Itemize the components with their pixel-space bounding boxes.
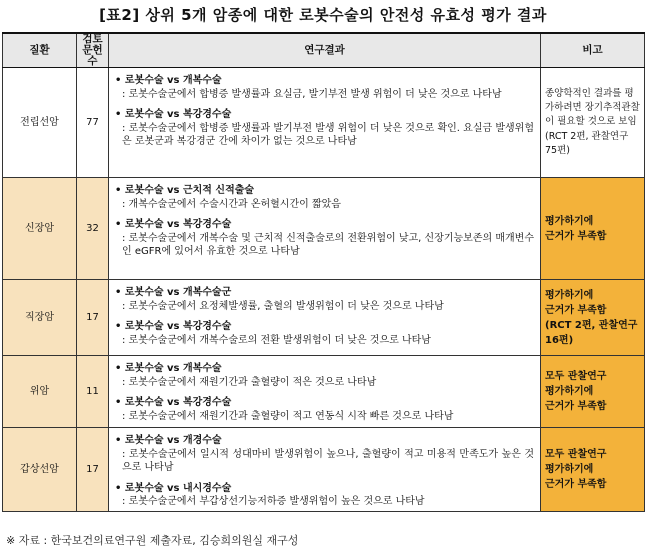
cancer-type-cell: 갑상선암 — [3, 428, 77, 512]
note-line: 모두 관찰연구 — [545, 371, 607, 383]
note-line: (RCT 2편, 관찰연구 75편) — [545, 130, 629, 156]
comparison-detail: : 개복수술군에서 수술시간과 온허혈시간이 짧았음 — [122, 198, 341, 210]
table-row — [3, 68, 645, 178]
research-results-cell — [109, 356, 541, 428]
note-line: 근거가 부족함 — [545, 230, 607, 242]
comparison-title: • 로봇수술 vs 개복수술 — [115, 363, 222, 375]
cancer-type-cell: 위암 — [3, 356, 77, 428]
comparison-detail: : 로봇수술군에서 일시적 성대마비 발생위험이 높으나, 출혈량이 적고 미용적 만족도가 높은 것으로 나타남 — [122, 448, 534, 474]
comparison-detail: : 로봇수술군에서 재원기간과 출혈량이 적은 것으로 나타남 — [122, 376, 377, 388]
comparison-detail: : 로봇수술군에서 합병증 발생률과 요실금, 발기부전 발생 위험이 더 낮은 것으로 나타남 — [122, 88, 502, 100]
comparison-detail: : 로봇수술군에서 개복수술로의 전환 발생위험이 더 낮은 것으로 나타남 — [122, 334, 431, 346]
table-row — [3, 178, 645, 280]
note-cell — [541, 356, 645, 428]
research-results-cell — [109, 68, 541, 178]
note-line: 근거가 부족함 — [545, 304, 607, 316]
literature-count-cell: 32 — [77, 178, 109, 280]
note-line: 근거가 부족함 — [545, 478, 607, 490]
note-line: 종양학적인 결과를 평가하려면 장기추적관찰이 필요할 것으로 보임 — [545, 87, 640, 128]
table-header-row — [3, 33, 645, 68]
literature-count-cell: 77 — [77, 68, 109, 178]
research-results-cell — [109, 178, 541, 280]
note-line: 평가하기에 — [545, 386, 594, 398]
note-line: 평가하기에 — [545, 463, 594, 475]
table-row — [3, 280, 645, 356]
evaluation-table — [2, 32, 645, 512]
comparison-title: • 로봇수술 vs 개경수술 — [115, 435, 222, 447]
comparison-title: • 로봇수술 vs 내시경수술 — [115, 482, 232, 494]
note-cell — [541, 280, 645, 356]
literature-count-cell: 17 — [77, 280, 109, 356]
comparison-detail: : 로봇수술군에서 개복수술 및 근치적 신적출술로의 전환위험이 낮고, 신장기능보존의 매개변수인 eGFR에 있어서 유효한 것으로 나타남 — [122, 232, 534, 258]
comparison-detail: : 로봇수술군에서 합병증 발생률과 발기부전 발생 위험이 더 낮은 것으로 확인. 요실금 발생위험은 로봇군과 복강경군 간에 차이가 없는 것으로 나타남 — [122, 122, 534, 148]
header-note: 비고 — [541, 33, 645, 68]
comparison-title: • 로봇수술 vs 복강경수술 — [115, 397, 232, 409]
literature-count-cell: 11 — [77, 356, 109, 428]
cancer-type-cell: 신장암 — [3, 178, 77, 280]
note-line: 모두 관찰연구 — [545, 448, 607, 460]
header-count-line: 검토 — [82, 33, 103, 45]
literature-count-cell: 17 — [77, 428, 109, 512]
note-line: 평가하기에 — [545, 215, 594, 227]
note-line: 평가하기에 — [545, 289, 594, 301]
note-line: (RCT 2편, 관찰연구 16편) — [545, 319, 638, 346]
comparison-title: • 로봇수술 vs 복강경수술 — [115, 219, 232, 231]
comparison-detail: : 로봇수술군에서 요정체발생률, 출혈의 발생위험이 더 낮은 것으로 나타남 — [122, 300, 444, 312]
comparison-title: • 로봇수술 vs 개복수술군 — [115, 287, 232, 299]
header-results: 연구결과 — [109, 33, 541, 68]
header-count — [77, 33, 109, 68]
comparison-title: • 로봇수술 vs 복강경수술 — [115, 109, 232, 121]
cancer-type-cell: 전립선암 — [3, 68, 77, 178]
source-footnote: ※ 자료 : 한국보건의료연구원 제출자료, 김승희의원실 재구성 — [6, 534, 299, 547]
table-row — [3, 428, 645, 512]
comparison-title: • 로봇수술 vs 개복수술 — [115, 75, 222, 87]
note-cell — [541, 68, 645, 178]
research-results-cell — [109, 428, 541, 512]
table-row — [3, 356, 645, 428]
comparison-detail: : 로봇수술군에서 부갑상선기능저하증 발생위험이 높은 것으로 나타남 — [122, 496, 425, 508]
comparison-detail: : 로봇수술군에서 재원기간과 출혈량이 적고 연동식 시작 빠른 것으로 나타남 — [122, 410, 454, 422]
cancer-type-cell: 직장암 — [3, 280, 77, 356]
note-cell — [541, 178, 645, 280]
header-cancer: 질환 — [3, 33, 77, 68]
comparison-title: • 로봇수술 vs 근치적 신적출술 — [115, 185, 255, 197]
note-line: 근거가 부족함 — [545, 401, 607, 413]
comparison-title: • 로봇수술 vs 복강경수술 — [115, 321, 232, 333]
header-count-line: 문헌 — [82, 44, 103, 57]
table-title: [표2] 상위 5개 암종에 대한 로봇수술의 안전성 유효성 평가 결과 — [99, 6, 547, 24]
note-cell — [541, 428, 645, 512]
header-count-line: 수 — [87, 55, 98, 68]
research-results-cell — [109, 280, 541, 356]
